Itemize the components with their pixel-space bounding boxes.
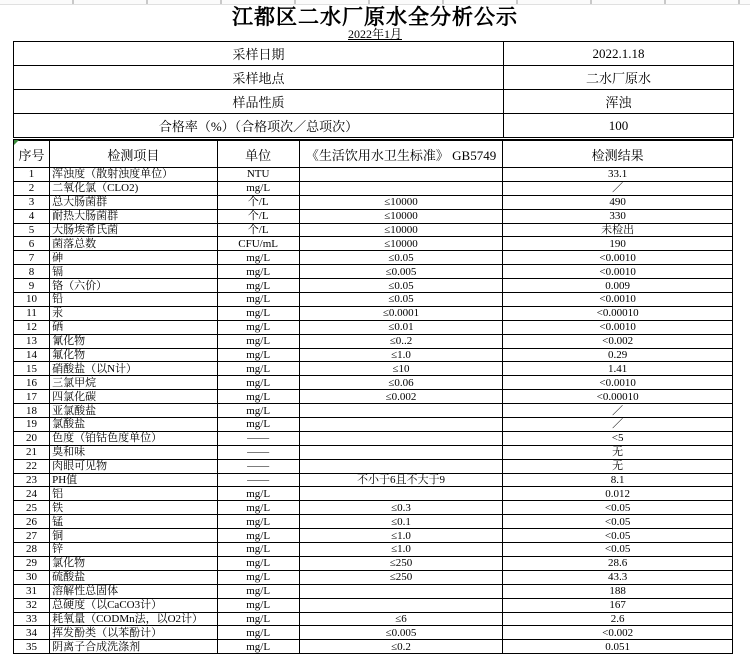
- cell-item: 溶解性总固体: [50, 584, 217, 598]
- cell-unit: mg/L: [217, 501, 299, 515]
- cell-result: ／: [503, 404, 733, 418]
- info-label: 合格率（%）（合格项次／总项次）: [14, 114, 504, 138]
- table-row: [14, 404, 733, 418]
- cell-seq: 16: [14, 376, 50, 390]
- cell-seq: 32: [14, 598, 50, 612]
- table-row: [14, 515, 733, 529]
- cell-item: 二氧化氯（CLO2): [50, 181, 217, 195]
- cell-seq: 35: [14, 640, 50, 654]
- cell-item: 铅: [50, 293, 217, 307]
- table-row: [14, 529, 733, 543]
- cell-item: 铝: [50, 487, 217, 501]
- cell-result: <0.0010: [503, 293, 733, 307]
- table-row: [14, 445, 733, 459]
- cell-result: <0.05: [503, 501, 733, 515]
- cell-seq: 4: [14, 209, 50, 223]
- table-row: [14, 473, 733, 487]
- cell-standard: ≤0.05: [299, 251, 503, 265]
- table-row: [14, 306, 733, 320]
- cell-result: 0.009: [503, 279, 733, 293]
- cell-result: <0.00010: [503, 306, 733, 320]
- cell-seq: 22: [14, 459, 50, 473]
- cell-standard: ≤0.0001: [299, 306, 503, 320]
- cell-standard: [299, 431, 503, 445]
- cell-standard: ≤0..2: [299, 334, 503, 348]
- cell-item: 总硬度（以CaCO3计）: [50, 598, 217, 612]
- table-row: [14, 181, 733, 195]
- table-row: [14, 209, 733, 223]
- cell-seq: 12: [14, 320, 50, 334]
- cell-seq: 14: [14, 348, 50, 362]
- header-result: 检测结果: [503, 140, 733, 168]
- cell-item: 铜: [50, 529, 217, 543]
- cell-seq: 9: [14, 279, 50, 293]
- cell-item: 臭和味: [50, 445, 217, 459]
- cell-standard: [299, 168, 503, 182]
- cell-item: 砷: [50, 251, 217, 265]
- info-row: [14, 66, 734, 90]
- cell-item: 耗氧量（CODMn法，以O2计）: [50, 612, 217, 626]
- cell-item: 亚氯酸盐: [50, 404, 217, 418]
- cell-seq: 27: [14, 529, 50, 543]
- cell-seq: 17: [14, 390, 50, 404]
- table-row: [14, 556, 733, 570]
- cell-unit: ——: [217, 445, 299, 459]
- cell-result: <5: [503, 431, 733, 445]
- cell-standard: ≤6: [299, 612, 503, 626]
- cell-unit: mg/L: [217, 306, 299, 320]
- cell-result: 0.051: [503, 640, 733, 654]
- table-row: [14, 459, 733, 473]
- table-row: [14, 362, 733, 376]
- table-row: [14, 570, 733, 584]
- info-label: 采样地点: [14, 66, 504, 90]
- cell-standard: ≤0.002: [299, 390, 503, 404]
- cell-result: <0.002: [503, 626, 733, 640]
- cell-result: <0.0010: [503, 251, 733, 265]
- table-row: [14, 612, 733, 626]
- table-row: [14, 626, 733, 640]
- cell-result: 330: [503, 209, 733, 223]
- table-row: [14, 334, 733, 348]
- cell-standard: [299, 404, 503, 418]
- table-row: [14, 293, 733, 307]
- table-row: [14, 584, 733, 598]
- table-row: [14, 251, 733, 265]
- cell-seq: 20: [14, 431, 50, 445]
- cell-item: 浑浊度（散射浊度单位）: [50, 168, 217, 182]
- cell-item: 总大肠菌群: [50, 195, 217, 209]
- table-row: [14, 223, 733, 237]
- info-row: [14, 42, 734, 66]
- cell-standard: ≤0.01: [299, 320, 503, 334]
- cell-unit: mg/L: [217, 334, 299, 348]
- cell-unit: 个/L: [217, 223, 299, 237]
- cell-item: 大肠埃希氏菌: [50, 223, 217, 237]
- cell-result: ／: [503, 418, 733, 432]
- cell-result: 8.1: [503, 473, 733, 487]
- cell-item: PH值: [50, 473, 217, 487]
- cell-standard: ≤0.1: [299, 515, 503, 529]
- cell-seq: 19: [14, 418, 50, 432]
- cell-unit: mg/L: [217, 418, 299, 432]
- cell-result: <0.05: [503, 543, 733, 557]
- cell-standard: ≤1.0: [299, 348, 503, 362]
- cell-result: 43.3: [503, 570, 733, 584]
- cell-seq: 28: [14, 543, 50, 557]
- cell-unit: mg/L: [217, 181, 299, 195]
- cell-seq: 13: [14, 334, 50, 348]
- sample-info-table: [13, 41, 734, 138]
- table-row: [14, 348, 733, 362]
- cell-item: 铁: [50, 501, 217, 515]
- table-row: [14, 265, 733, 279]
- info-label: 采样日期: [14, 42, 504, 66]
- cell-unit: mg/L: [217, 515, 299, 529]
- header-standard: 《生活饮用水卫生标准》 GB5749: [299, 140, 503, 168]
- cell-result: 未检出: [503, 223, 733, 237]
- cell-standard: ≤0.005: [299, 265, 503, 279]
- cell-standard: ≤10000: [299, 209, 503, 223]
- cell-unit: mg/L: [217, 612, 299, 626]
- cell-item: 耐热大肠菌群: [50, 209, 217, 223]
- info-value: 100: [504, 114, 734, 138]
- cell-result: 33.1: [503, 168, 733, 182]
- cell-item: 锰: [50, 515, 217, 529]
- table-row: [14, 431, 733, 445]
- cell-unit: 个/L: [217, 195, 299, 209]
- info-row: [14, 114, 734, 138]
- cell-item: 三氯甲烷: [50, 376, 217, 390]
- cell-item: 硫酸盐: [50, 570, 217, 584]
- table-row: [14, 376, 733, 390]
- table-row: [14, 640, 733, 654]
- table-header-row: [14, 140, 733, 168]
- cell-standard: ≤0.05: [299, 293, 503, 307]
- cell-seq: 3: [14, 195, 50, 209]
- table-row: [14, 320, 733, 334]
- cell-result: 490: [503, 195, 733, 209]
- cell-item: 铬（六价）: [50, 279, 217, 293]
- table-row: [14, 487, 733, 501]
- cell-result: 167: [503, 598, 733, 612]
- page-subtitle: 2022年1月: [347, 27, 402, 41]
- cell-unit: mg/L: [217, 348, 299, 362]
- cell-item: 挥发酚类（以苯酚计）: [50, 626, 217, 640]
- cell-unit: mg/L: [217, 376, 299, 390]
- cell-unit: mg/L: [217, 265, 299, 279]
- cell-result: <0.05: [503, 515, 733, 529]
- cell-unit: NTU: [217, 168, 299, 182]
- cell-item: 氟化物: [50, 348, 217, 362]
- cell-unit: ——: [217, 459, 299, 473]
- info-value: 二水厂原水: [504, 66, 734, 90]
- cell-result: ／: [503, 181, 733, 195]
- cell-item: 氯酸盐: [50, 418, 217, 432]
- cell-standard: [299, 418, 503, 432]
- cell-unit: mg/L: [217, 626, 299, 640]
- cell-unit: mg/L: [217, 404, 299, 418]
- cell-standard: ≤0.3: [299, 501, 503, 515]
- cell-standard: ≤10000: [299, 223, 503, 237]
- cell-unit: ——: [217, 473, 299, 487]
- cell-unit: mg/L: [217, 556, 299, 570]
- table-row: [14, 237, 733, 251]
- cell-result: 0.29: [503, 348, 733, 362]
- cell-result: <0.00010: [503, 390, 733, 404]
- cell-unit: 个/L: [217, 209, 299, 223]
- table-row: [14, 418, 733, 432]
- cell-item: 硝酸盐（以N计）: [50, 362, 217, 376]
- cell-item: 四氯化碳: [50, 390, 217, 404]
- cell-seq: 2: [14, 181, 50, 195]
- cell-unit: mg/L: [217, 293, 299, 307]
- cell-item: 镉: [50, 265, 217, 279]
- cell-standard: [299, 181, 503, 195]
- table-row: [14, 501, 733, 515]
- cell-unit: mg/L: [217, 390, 299, 404]
- cell-item: 肉眼可见物: [50, 459, 217, 473]
- cell-seq: 6: [14, 237, 50, 251]
- cell-standard: ≤0.005: [299, 626, 503, 640]
- table-row: [14, 279, 733, 293]
- excel-error-indicator-icon: [14, 140, 19, 145]
- cell-item: 阴离子合成洗涤剂: [50, 640, 217, 654]
- cell-seq: 33: [14, 612, 50, 626]
- cell-standard: ≤0.05: [299, 279, 503, 293]
- cell-standard: [299, 598, 503, 612]
- cell-result: 190: [503, 237, 733, 251]
- cell-result: 1.41: [503, 362, 733, 376]
- table-row: [14, 543, 733, 557]
- cell-result: 无: [503, 459, 733, 473]
- cell-unit: mg/L: [217, 529, 299, 543]
- cell-standard: [299, 445, 503, 459]
- cell-seq: 31: [14, 584, 50, 598]
- cell-seq: 30: [14, 570, 50, 584]
- info-row: [14, 90, 734, 114]
- table-row: [14, 390, 733, 404]
- cell-unit: mg/L: [217, 487, 299, 501]
- cell-unit: mg/L: [217, 251, 299, 265]
- cell-seq: 8: [14, 265, 50, 279]
- cell-unit: mg/L: [217, 584, 299, 598]
- cell-standard: ≤0.06: [299, 376, 503, 390]
- cell-standard: ≤1.0: [299, 543, 503, 557]
- cell-unit: ——: [217, 431, 299, 445]
- cell-item: 菌落总数: [50, 237, 217, 251]
- cell-result: 无: [503, 445, 733, 459]
- cell-item: 汞: [50, 306, 217, 320]
- table-row: [14, 598, 733, 612]
- cell-seq: 34: [14, 626, 50, 640]
- cell-seq: 11: [14, 306, 50, 320]
- info-label: 样品性质: [14, 90, 504, 114]
- cell-standard: ≤250: [299, 570, 503, 584]
- table-row: [14, 195, 733, 209]
- cell-standard: ≤250: [299, 556, 503, 570]
- cell-unit: mg/L: [217, 279, 299, 293]
- cell-standard: ≤10000: [299, 195, 503, 209]
- info-value: 浑浊: [504, 90, 734, 114]
- cell-seq: 7: [14, 251, 50, 265]
- cell-standard: ≤1.0: [299, 529, 503, 543]
- cell-unit: mg/L: [217, 543, 299, 557]
- cell-standard: [299, 459, 503, 473]
- cell-seq: 24: [14, 487, 50, 501]
- cell-result: <0.002: [503, 334, 733, 348]
- cell-seq: 25: [14, 501, 50, 515]
- header-seq: 序号: [14, 140, 50, 168]
- cell-item: 硒: [50, 320, 217, 334]
- cell-standard: ≤0.2: [299, 640, 503, 654]
- cell-standard: 不小于6且不大于9: [299, 473, 503, 487]
- cell-seq: 23: [14, 473, 50, 487]
- cell-seq: 1: [14, 168, 50, 182]
- cell-item: 色度（铂钴色度单位）: [50, 431, 217, 445]
- cell-standard: [299, 584, 503, 598]
- cell-result: 0.012: [503, 487, 733, 501]
- cell-standard: [299, 487, 503, 501]
- cell-unit: mg/L: [217, 570, 299, 584]
- cell-item: 氰化物: [50, 334, 217, 348]
- cell-seq: 26: [14, 515, 50, 529]
- cell-item: 氯化物: [50, 556, 217, 570]
- cell-result: <0.05: [503, 529, 733, 543]
- cell-result: <0.0010: [503, 376, 733, 390]
- cell-standard: ≤10000: [299, 237, 503, 251]
- cell-seq: 21: [14, 445, 50, 459]
- cell-unit: mg/L: [217, 320, 299, 334]
- cell-unit: mg/L: [217, 598, 299, 612]
- cell-unit: mg/L: [217, 640, 299, 654]
- page-title: 江都区二水厂原水全分析公示: [232, 6, 518, 29]
- cell-result: 28.6: [503, 556, 733, 570]
- cell-seq: 5: [14, 223, 50, 237]
- cell-unit: mg/L: [217, 362, 299, 376]
- cell-seq: 18: [14, 404, 50, 418]
- cell-seq: 15: [14, 362, 50, 376]
- cell-result: <0.0010: [503, 265, 733, 279]
- header-unit: 单位: [217, 140, 299, 168]
- cell-seq: 29: [14, 556, 50, 570]
- analysis-results-table: [13, 139, 733, 654]
- cell-result: 2.6: [503, 612, 733, 626]
- cell-item: 锌: [50, 543, 217, 557]
- info-value: 2022.1.18: [504, 42, 734, 66]
- cell-unit: CFU/mL: [217, 237, 299, 251]
- cell-result: 188: [503, 584, 733, 598]
- cell-result: <0.0010: [503, 320, 733, 334]
- cell-standard: ≤10: [299, 362, 503, 376]
- cell-seq: 10: [14, 293, 50, 307]
- table-row: [14, 168, 733, 182]
- header-item: 检测项目: [50, 140, 217, 168]
